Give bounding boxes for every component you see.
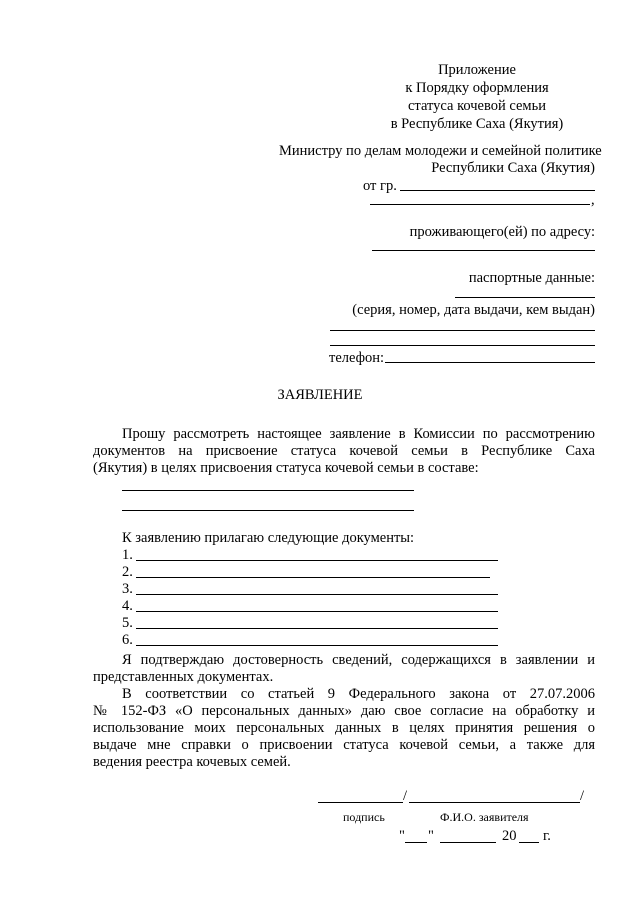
document-title: ЗАЯВЛЕНИЕ bbox=[277, 387, 363, 403]
signature-line[interactable] bbox=[318, 802, 403, 803]
from-name-line-1[interactable] bbox=[400, 190, 595, 191]
passport-line-2[interactable] bbox=[330, 330, 595, 331]
document-number-5: 5. bbox=[122, 615, 133, 631]
document-line-1[interactable] bbox=[136, 560, 498, 561]
document-number-4: 4. bbox=[122, 598, 133, 614]
signature-label: подпись bbox=[343, 810, 385, 824]
phone-line[interactable] bbox=[385, 362, 595, 363]
addressee-line-2: Республики Саха (Якутия) bbox=[431, 160, 595, 176]
family-composition-line-2[interactable] bbox=[122, 510, 414, 511]
document-line-4[interactable] bbox=[136, 611, 498, 612]
documents-intro: К заявлению прилагаю следующие документы: bbox=[122, 530, 415, 546]
document-line-5[interactable] bbox=[136, 628, 498, 629]
date-month-line[interactable] bbox=[440, 842, 496, 843]
applicant-name-line[interactable] bbox=[409, 802, 580, 803]
document-number-1: 1. bbox=[122, 547, 133, 563]
applicant-name-label: Ф.И.О. заявителя bbox=[440, 810, 529, 824]
appendix-line-1: Приложение bbox=[438, 62, 516, 78]
date-year-prefix: 20 bbox=[502, 828, 517, 844]
passport-line-3[interactable] bbox=[330, 345, 595, 346]
document-line-6[interactable] bbox=[136, 645, 498, 646]
passport-hint: (серия, номер, дата выдачи, кем выдан) bbox=[352, 302, 595, 318]
document-number-2: 2. bbox=[122, 564, 133, 580]
addressee-line-1: Министру по делам молодежи и семейной политике bbox=[279, 143, 602, 159]
passport-line-1[interactable] bbox=[455, 297, 595, 298]
date-day-line[interactable] bbox=[405, 842, 427, 843]
signature-slash-2: / bbox=[580, 788, 585, 804]
from-comma: , bbox=[591, 192, 595, 208]
consent-line-5: ведения реестра кочевых семей. bbox=[93, 754, 291, 770]
passport-label: паспортные данные: bbox=[468, 270, 595, 286]
document-line-3[interactable] bbox=[136, 594, 498, 595]
consent-line-3: использование моих персональных данных в целях принятия решения о bbox=[93, 720, 595, 736]
confirmation-line-1: Я подтверждаю достоверность сведений, содержащихся в заявлении и bbox=[122, 652, 595, 668]
appendix-line-4: в Республике Саха (Якутия) bbox=[390, 116, 564, 132]
signature-slash-1: / bbox=[403, 788, 408, 804]
request-line-2: документов на присвоение статуса кочевой семьи в Республике Саха bbox=[93, 443, 595, 459]
confirmation-line-2: представленных документах. bbox=[93, 669, 274, 685]
appendix-line-3: статуса кочевой семьи bbox=[408, 98, 546, 114]
request-line-1: Прошу рассмотреть настоящее заявление в Комиссии по рассмотрению bbox=[122, 426, 595, 442]
consent-line-1: В соответствии со статьей 9 Федерального закона от 27.07.2006 bbox=[122, 686, 595, 702]
date-year-line[interactable] bbox=[519, 842, 539, 843]
consent-line-4: выдаче мне справки о присвоении статуса кочевой семьи, а также для bbox=[93, 737, 595, 753]
residing-label: проживающего(ей) по адресу: bbox=[409, 224, 595, 240]
document-number-3: 3. bbox=[122, 581, 133, 597]
document-line-2[interactable] bbox=[136, 577, 490, 578]
document-number-6: 6. bbox=[122, 632, 133, 648]
consent-line-2: № 152-ФЗ «О персональных данных» даю свое согласие на обработку и bbox=[93, 703, 595, 719]
family-composition-line-1[interactable] bbox=[122, 490, 414, 491]
address-line[interactable] bbox=[372, 250, 595, 251]
date-year-suffix: г. bbox=[543, 828, 551, 844]
from-label: от гр. bbox=[363, 178, 397, 194]
appendix-line-2: к Порядку оформления bbox=[405, 80, 549, 96]
date-quote-close: " bbox=[428, 828, 434, 844]
from-name-line-2[interactable] bbox=[370, 204, 590, 205]
phone-label: телефон: bbox=[329, 350, 385, 366]
request-line-3: (Якутия) в целях присвоения статуса кочевой семьи в составе: bbox=[93, 460, 479, 476]
date-quote-open: " bbox=[399, 828, 405, 844]
